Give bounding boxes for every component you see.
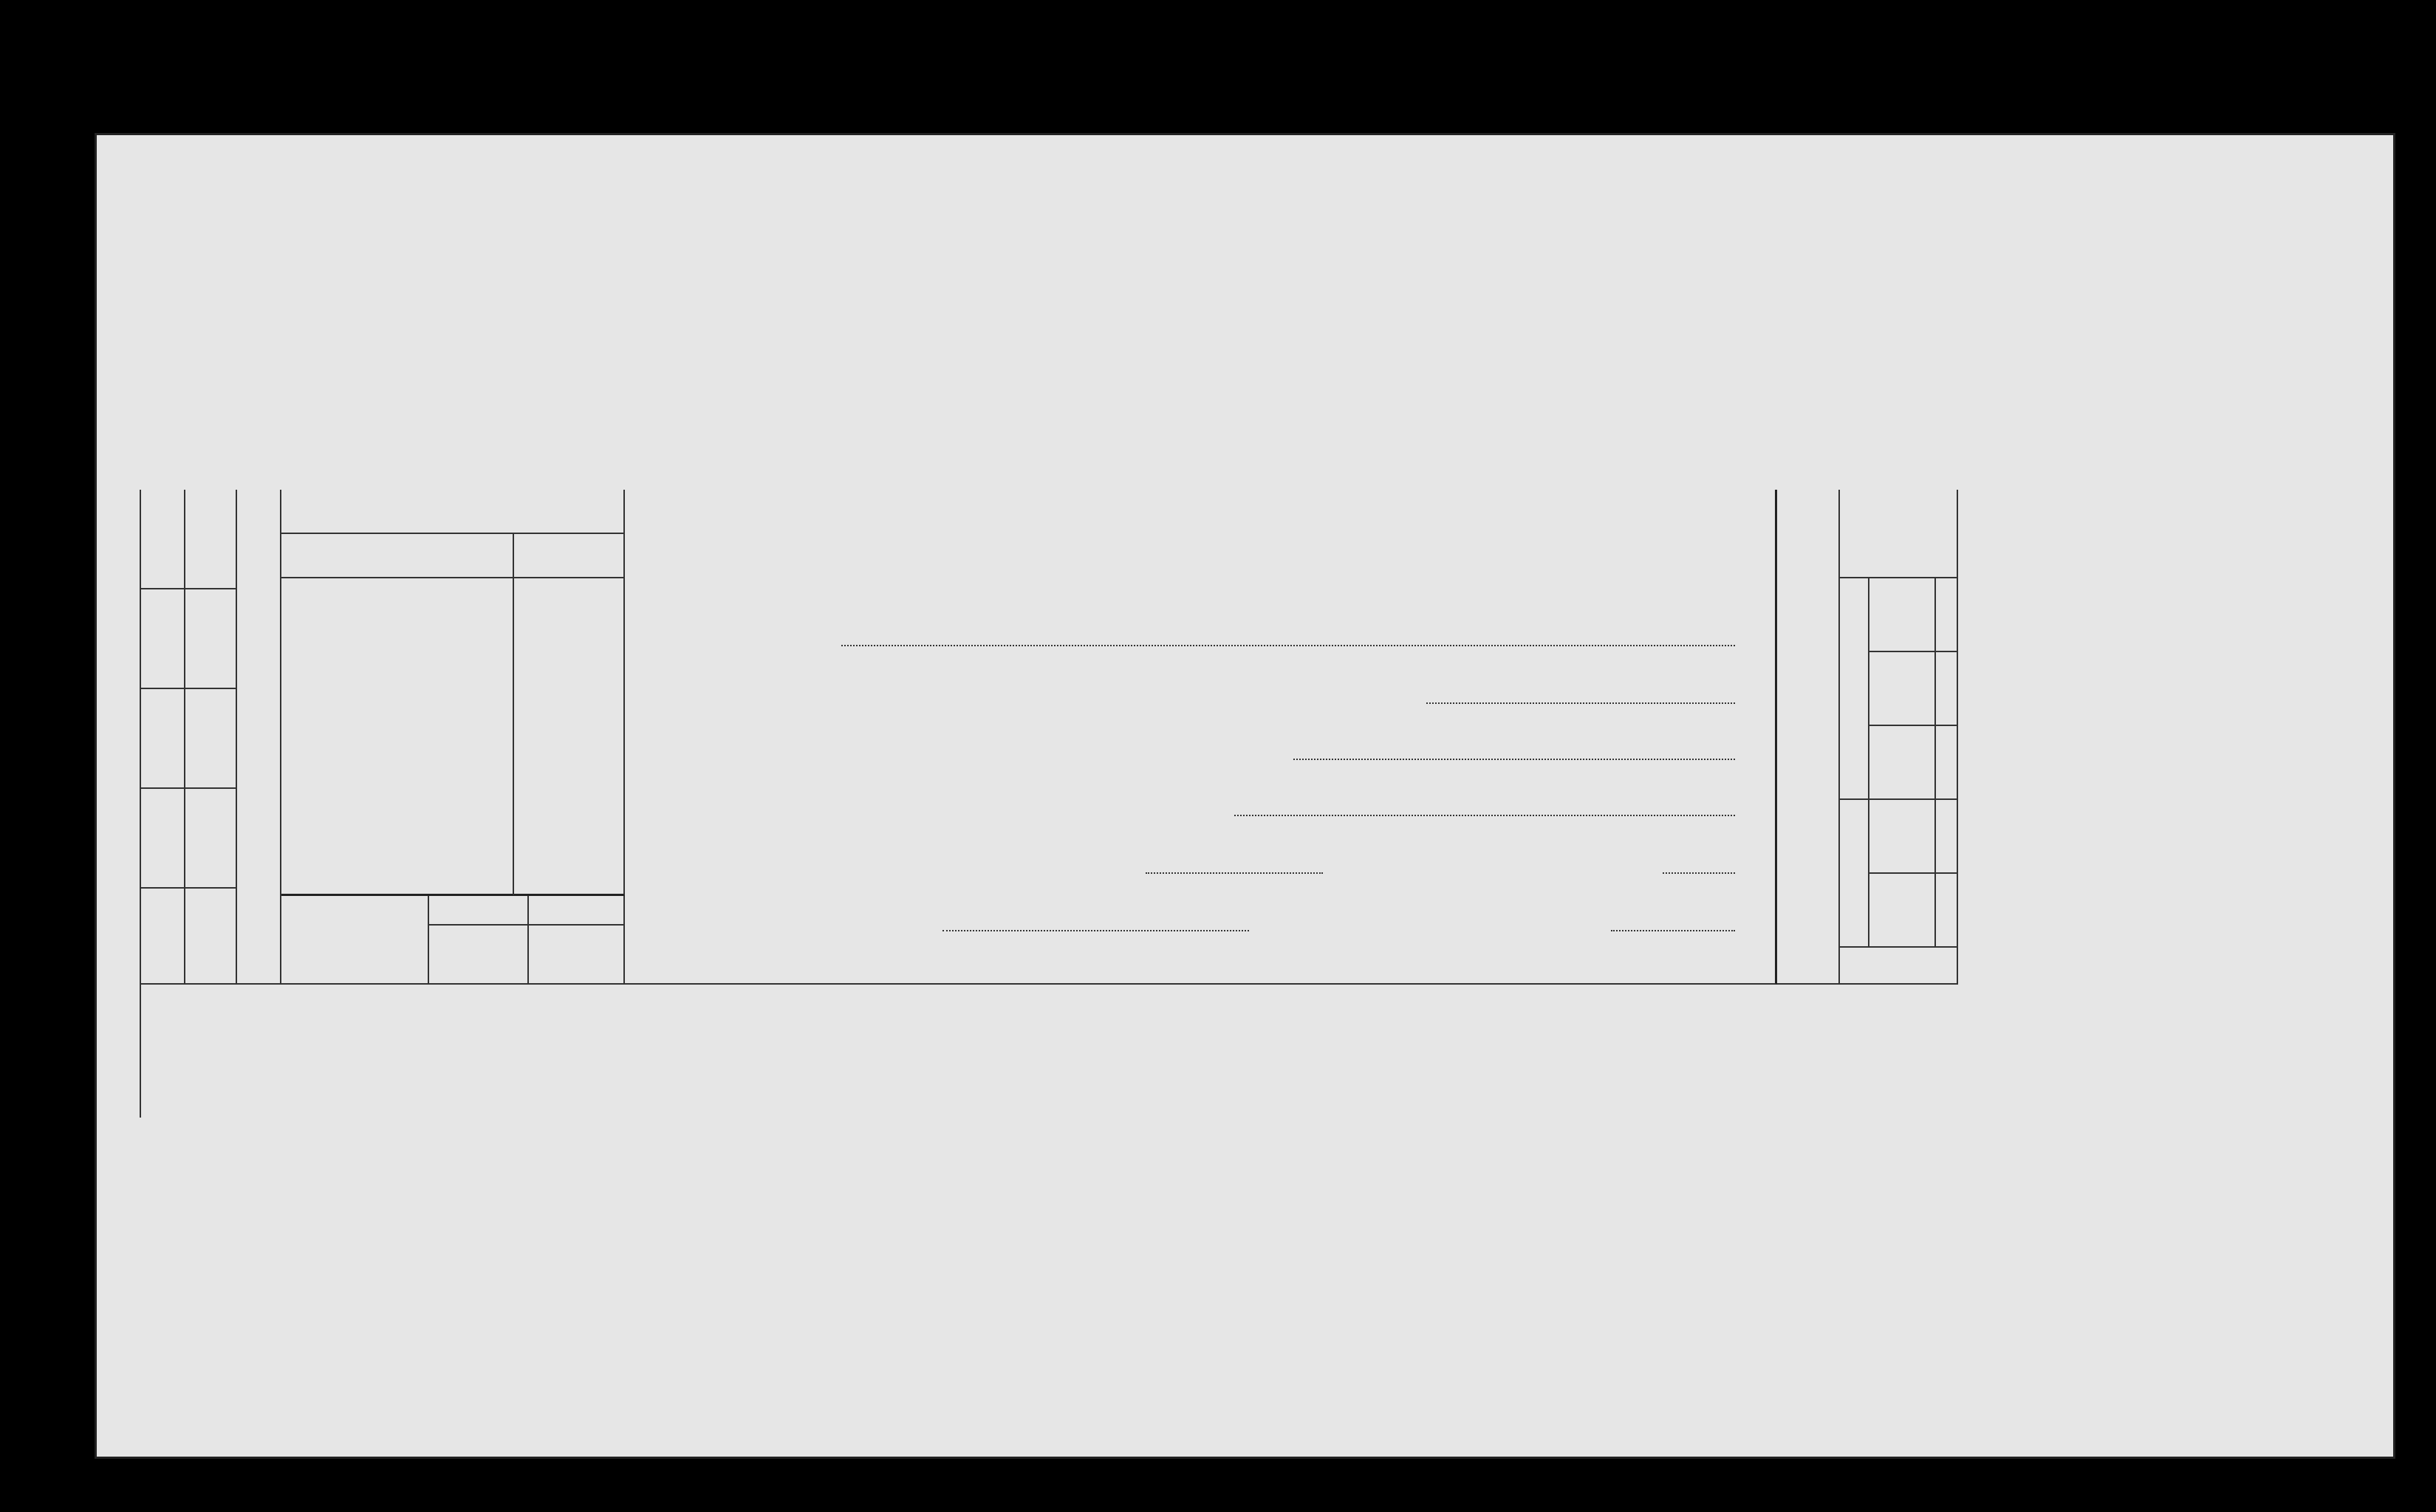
col-130-num <box>141 490 185 589</box>
private-farm-box <box>625 490 1777 985</box>
answer-line-4[interactable] <box>1234 815 1735 816</box>
women-c <box>1869 726 1936 800</box>
women-label <box>1840 578 1869 800</box>
men-a <box>1869 800 1936 874</box>
col-134-label <box>185 889 237 985</box>
pop-num-135 <box>1936 874 1958 948</box>
census-card <box>95 133 2395 1459</box>
col-133-num <box>141 789 185 889</box>
women-b <box>1869 652 1936 726</box>
answer-line-5b[interactable] <box>1663 872 1735 874</box>
pop-num-137 <box>1936 726 1958 800</box>
population-blank <box>1840 490 1958 578</box>
women-a <box>1869 578 1936 652</box>
men-b <box>1869 874 1936 948</box>
population-blank-2 <box>1840 948 1958 985</box>
answer-line-5a[interactable] <box>1146 872 1323 874</box>
answer-line-3[interactable] <box>1293 759 1735 760</box>
pop-num-136 <box>1936 800 1958 874</box>
answer-line-1[interactable] <box>841 645 1735 646</box>
desyatin-header <box>429 896 529 926</box>
orchard-labels <box>281 896 429 985</box>
trade-qty-header <box>514 534 625 578</box>
pop-num-139 <box>1936 578 1958 652</box>
left-margin <box>97 490 141 1118</box>
pop-num-138 <box>1936 652 1958 726</box>
hired-workers-title <box>237 490 281 985</box>
trade-name-header <box>281 534 514 578</box>
korney-header <box>529 896 625 926</box>
col-131-num <box>141 589 185 689</box>
answer-line-6a[interactable] <box>942 930 1249 931</box>
col-133-label <box>185 789 237 889</box>
trade-title <box>281 490 625 534</box>
desyatin-value <box>429 926 529 985</box>
col-132-label <box>185 689 237 789</box>
answer-line-2[interactable] <box>1426 702 1735 704</box>
population-title <box>1777 490 1840 985</box>
trade-qty-area <box>514 578 625 896</box>
answer-line-6b[interactable] <box>1611 930 1735 931</box>
col-134-num <box>141 889 185 985</box>
trade-name-area <box>281 578 514 896</box>
col-132-num <box>141 689 185 789</box>
col-130-label <box>185 490 237 589</box>
korney-value <box>529 926 625 985</box>
col-131-label <box>185 589 237 689</box>
men-label <box>1840 800 1869 948</box>
